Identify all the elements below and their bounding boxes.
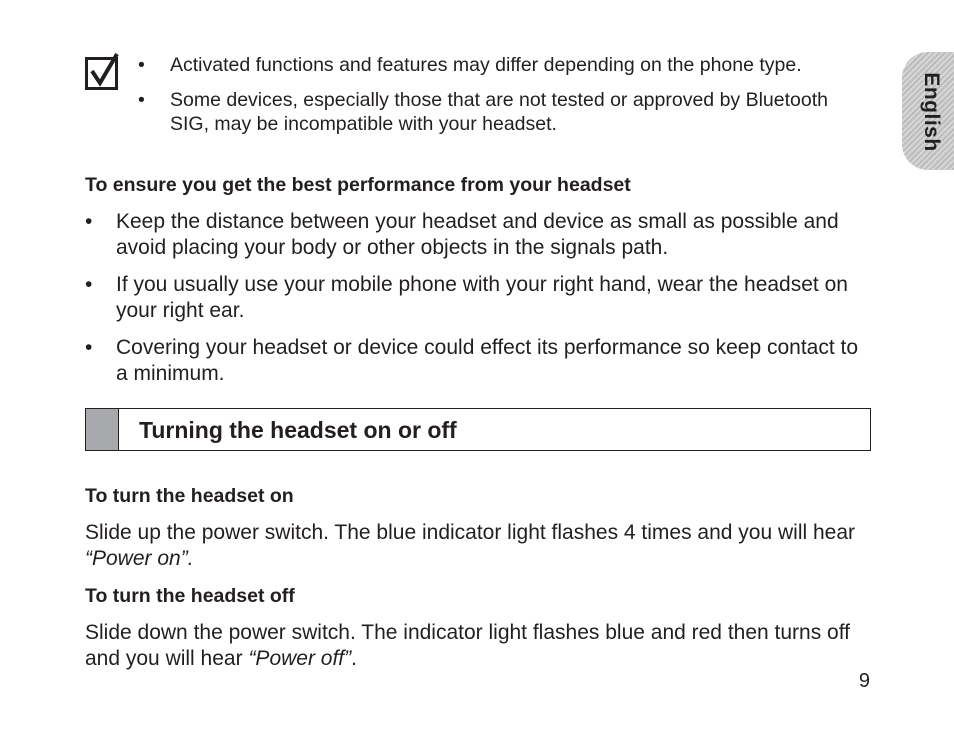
bullet: • [85, 273, 93, 296]
turn-on-quote: “Power on”. [85, 547, 194, 570]
list-item [85, 209, 875, 261]
list-item-text: Keep the distance between your headset and device as small as possible and avoid placing your body or other objects in the signals path. [116, 210, 839, 259]
section-title: Turning the headset on or off [139, 417, 457, 443]
list-item [85, 272, 875, 324]
performance-list [85, 209, 875, 398]
list-item-text: If you usually use your mobile phone with your right hand, wear the headset on your right ear. [116, 273, 848, 322]
section-header-swatch [86, 409, 119, 450]
section-header-box [85, 408, 871, 451]
turn-off-end: . [351, 647, 357, 670]
bullet: • [85, 336, 93, 359]
turn-off-paragraph [85, 620, 875, 672]
note-item [138, 88, 868, 136]
note-list [138, 53, 868, 147]
note-item-text: Some devices, especially those that are not tested or approved by Bluetooth SIG, may be incompatible with your headset. [170, 89, 828, 135]
turn-on-heading: To turn the headset on [85, 485, 294, 507]
turn-on-text: Slide up the power switch. The blue indicator light flashes 4 times and you will hear [85, 521, 856, 544]
bullet: • [85, 210, 93, 233]
bullet: • [138, 54, 145, 76]
bullet: • [138, 89, 145, 111]
list-item-text: Covering your headset or device could effect its performance so keep contact to a minimum. [116, 336, 859, 385]
turn-off-text: Slide down the power switch. The indicator light flashes blue and red then turns off and you will hear [85, 621, 851, 670]
language-tab-label: English [920, 72, 943, 152]
list-item [85, 335, 875, 387]
note-item-text: Activated functions and features may differ depending on the phone type. [170, 54, 802, 76]
performance-heading: To ensure you get the best performance from your headset [85, 174, 631, 196]
page-number: 9 [858, 670, 870, 692]
checkbox-note-icon [85, 52, 119, 90]
turn-off-heading: To turn the headset off [85, 585, 295, 607]
turn-off-quote: “Power off” [248, 647, 352, 670]
turn-on-paragraph [85, 520, 875, 572]
note-item [138, 53, 868, 77]
